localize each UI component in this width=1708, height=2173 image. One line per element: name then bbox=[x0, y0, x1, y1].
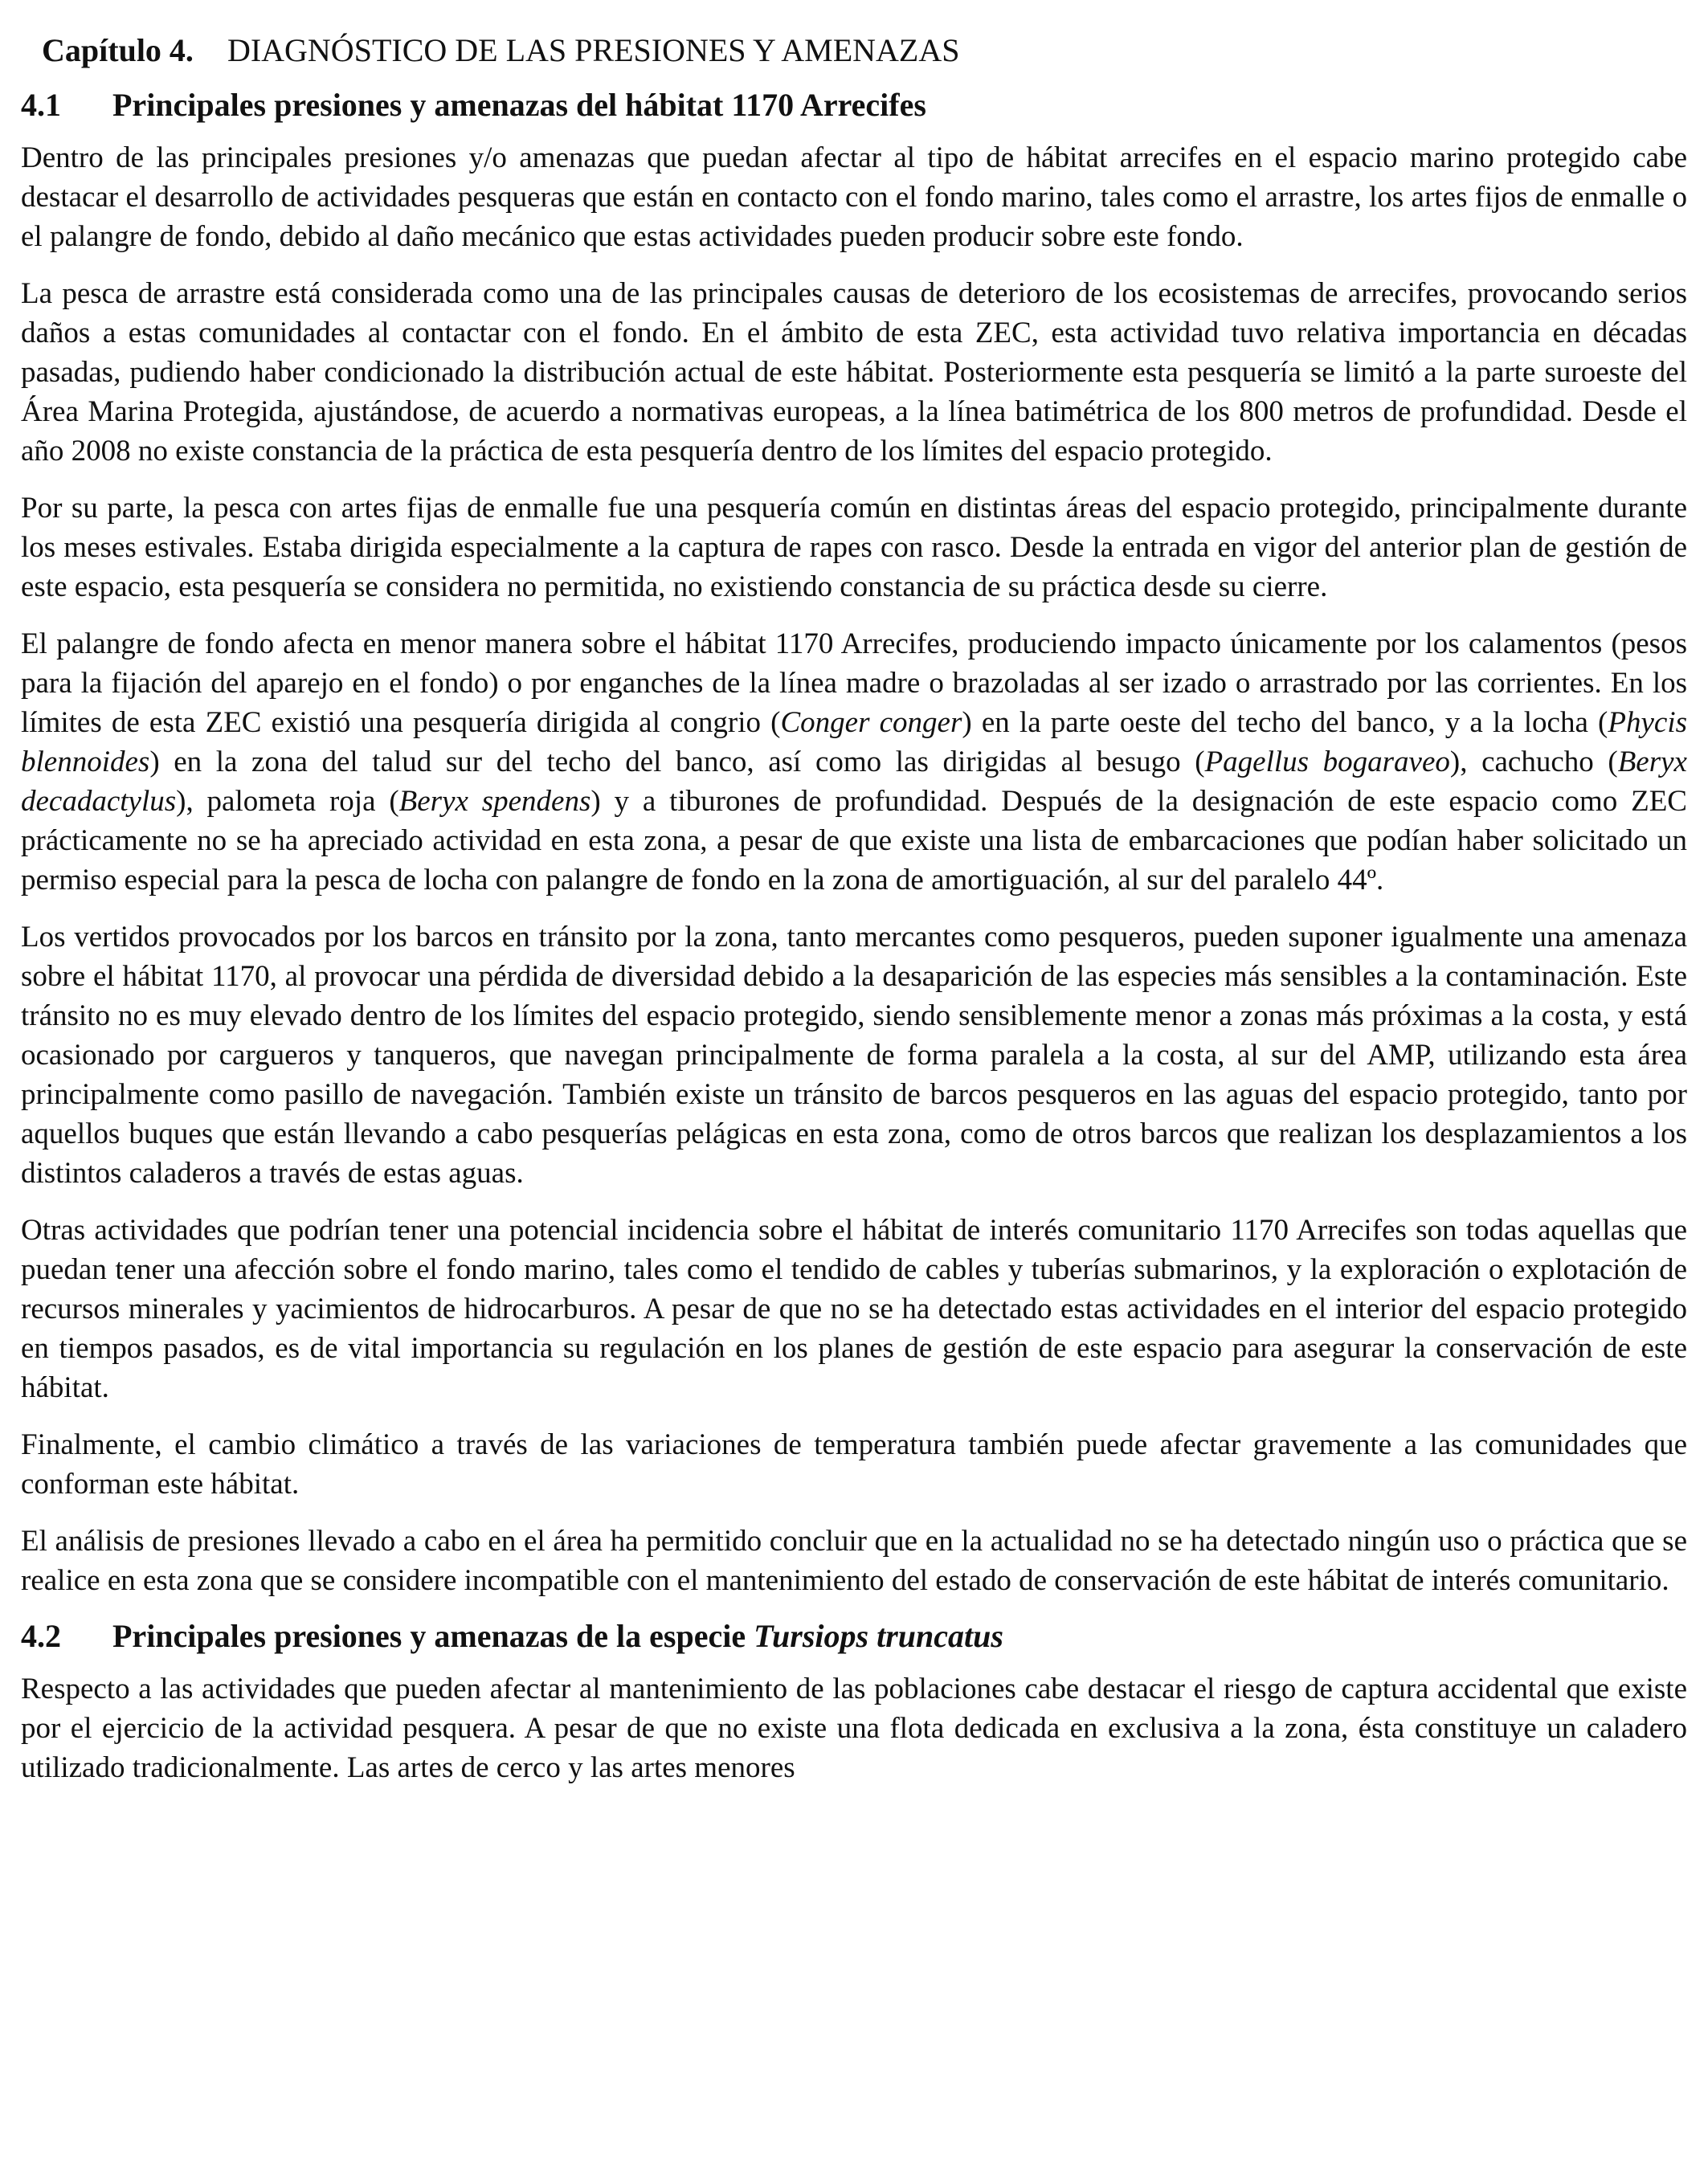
section-title: Principales presiones y amenazas de la especie bbox=[112, 1618, 754, 1654]
text-run: ) en la zona del talud sur del techo del banco, así como las dirigidas al besugo ( bbox=[149, 745, 1205, 778]
chapter-number: Capítulo 4. bbox=[42, 32, 194, 68]
section-number: 4.1 bbox=[21, 87, 61, 123]
section-title: Principales presiones y amenazas del hábitat 1170 Arrecifes bbox=[112, 87, 926, 123]
paragraph-discharges: Los vertidos provocados por los barcos en tránsito por la zona, tanto mercantes como pesqueros, pueden suponer igualmente una amenaza sobre el hábitat 1170, al provocar una pérdida de diversidad debido a la desaparición de las especies más sensibles a la contaminación. Este tránsito no es muy elevado dentro de los límites del espacio protegido, siendo sensiblemente menor a zonas más próximas a la costa, y está ocasionado por cargueros y tanqueros, que navegan principalmente de forma paralela a la costa, al sur del AMP, utilizando esta área principalmente como pasillo de navegación. También existe un tránsito de barcos pesqueros en las aguas del espacio protegido, tanto por aquellos buques que están llevando a cabo pesquerías pelágicas en esta zona, como de otros barcos que realizan los desplazamientos a los distintos caladeros a través de estas aguas. bbox=[21, 921, 1687, 1190]
species-name: Beryx decadactylus bbox=[21, 745, 1687, 818]
text-run: El palangre de fondo afecta en menor manera sobre el hábitat 1170 Arrecifes, produciendo impacto únicamente por los calamentos (pesos para la fijación del aparejo en el fondo) o por enganches de la línea madre o brazoladas al ser izado o arrastrado por las corrientes. En los límites de esta ZEC existió una pesquería dirigida al congrio ( bbox=[21, 627, 1687, 739]
paragraph-intro: Dentro de las principales presiones y/o amenazas que puedan afectar al tipo de hábitat arrecifes en el espacio marino protegido cabe destacar el desarrollo de actividades pesqueras que están en contacto con el fondo marino, tales como el arrastre, los artes fijos de enmalle o el palangre de fondo, debido al daño mecánico que estas actividades pueden producir sobre este fondo. bbox=[21, 141, 1687, 253]
paragraph-trawling: La pesca de arrastre está considerada como una de las principales causas de deterioro de los ecosistemas de arrecifes, provocando serios daños a estas comunidades al contactar con el fondo. En el ámbito de esta ZEC, esta actividad tuvo relativa importancia en décadas pasadas, pudiendo haber condicionado la distribución actual de este hábitat. Posteriormente esta pesquería se limitó a la parte suroeste del Área Marina Protegida, ajustándose, de acuerdo a normativas europeas, a la línea batimétrica de los 800 metros de profundidad. Desde el año 2008 no existe constancia de la práctica de esta pesquería dentro de los límites del espacio protegido. bbox=[21, 277, 1687, 468]
paragraph-conclusion: El análisis de presiones llevado a cabo en el área ha permitido concluir que en la actualidad no se ha detectado ningún uso o práctica que se realice en esta zona que se considere incompatible con el mantenimiento del estado de conservación de este hábitat de interés comunitario. bbox=[21, 1525, 1687, 1597]
chapter-heading bbox=[42, 32, 1687, 69]
paragraph-bycatch: Respecto a las actividades que pueden afectar al mantenimiento de las poblaciones cabe destacar el riesgo de captura accidental que existe por el ejercicio de la actividad pesquera. A pesar de que no existe una flota dedicada en exclusiva a la zona, ésta constituye un caladero utilizado tradicionalmente. Las artes de cerco y las artes menores bbox=[21, 1673, 1687, 1784]
section-species-name: Tursiops truncatus bbox=[754, 1618, 1003, 1654]
section-heading-4-2 bbox=[21, 1618, 1687, 1655]
species-name: Beryx spendens bbox=[398, 785, 591, 818]
document-page bbox=[21, 32, 1687, 1805]
text-run: ) y a tiburones de profundidad. Después de la designación de este espacio como ZEC prácticamente no se ha apreciado actividad en esta zona, a pesar de que existe una lista de embarcaciones que podían haber solicitado un permiso especial para la pesca de locha con palangre de fondo en la zona de amortiguación, al sur del paralelo 44º. bbox=[21, 785, 1687, 897]
paragraph-climate-change: Finalmente, el cambio climático a través de las variaciones de temperatura también puede afectar gravemente a las comunidades que conforman este hábitat. bbox=[21, 1428, 1687, 1501]
chapter-title: DIAGNÓSTICO DE LAS PRESIONES Y AMENAZAS bbox=[227, 32, 960, 68]
species-name: Conger conger bbox=[780, 706, 962, 739]
text-run: ), palometa roja ( bbox=[176, 785, 399, 818]
text-run: ), cachucho ( bbox=[1449, 745, 1618, 778]
paragraph-other-activities: Otras actividades que podrían tener una potencial incidencia sobre el hábitat de interés comunitario 1170 Arrecifes son todas aquellas que puedan tener una afección sobre el fondo marino, tales como el tendido de cables y tuberías submarinos, y la exploración o explotación de recursos minerales y yacimientos de hidrocarburos. A pesar de que no se ha detectado estas actividades en el interior del espacio protegido en tiempos pasados, es de vital importancia su regulación en los planes de gestión de este espacio para asegurar la conservación de este hábitat. bbox=[21, 1214, 1687, 1404]
text-run: ) en la parte oeste del techo del banco, y a la locha ( bbox=[962, 706, 1608, 739]
section-number: 4.2 bbox=[21, 1618, 61, 1654]
species-name: Pagellus bogaraveo bbox=[1204, 745, 1450, 778]
paragraph-longline bbox=[21, 624, 1687, 900]
section-heading-4-1 bbox=[21, 87, 1687, 124]
paragraph-gillnets: Por su parte, la pesca con artes fijas de enmalle fue una pesquería común en distintas áreas del espacio protegido, principalmente durante los meses estivales. Estaba dirigida especialmente a la captura de rapes con rasco. Desde la entrada en vigor del anterior plan de gestión de este espacio, esta pesquería se considera no permitida, no existiendo constancia de su práctica desde su cierre. bbox=[21, 492, 1687, 603]
species-name: Phycis blennoides bbox=[21, 706, 1687, 778]
